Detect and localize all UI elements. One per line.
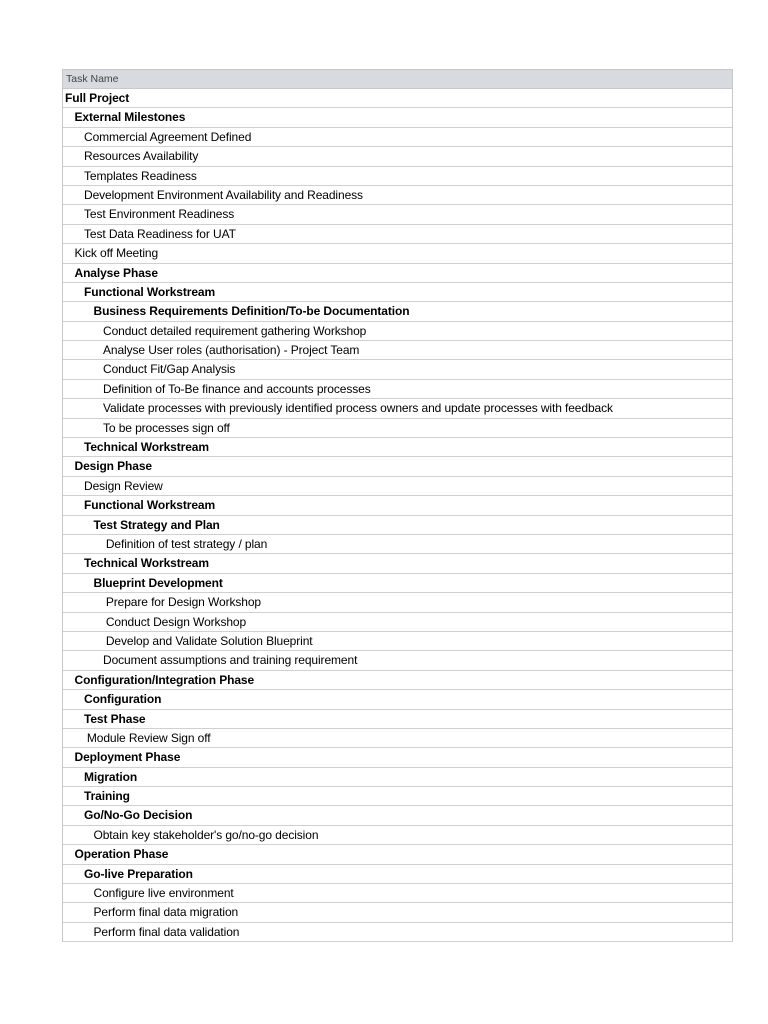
- task-row[interactable]: Perform final data validation: [63, 923, 732, 942]
- task-row[interactable]: Deployment Phase: [63, 748, 732, 767]
- task-row[interactable]: Business Requirements Definition/To-be Documentation: [63, 302, 732, 321]
- task-row[interactable]: Commercial Agreement Defined: [63, 128, 732, 147]
- task-row[interactable]: Kick off Meeting: [63, 244, 732, 263]
- task-row[interactable]: Migration: [63, 768, 732, 787]
- task-row[interactable]: Development Environment Availability and Readiness: [63, 186, 732, 205]
- task-row[interactable]: Definition of To-Be finance and accounts processes: [63, 380, 732, 399]
- task-table: [62, 69, 733, 942]
- task-row[interactable]: Design Review: [63, 477, 732, 496]
- task-row[interactable]: Test Environment Readiness: [63, 205, 732, 224]
- task-row[interactable]: Technical Workstream: [63, 554, 732, 573]
- task-row[interactable]: Configuration: [63, 690, 732, 709]
- task-row[interactable]: Go/No-Go Decision: [63, 806, 732, 825]
- task-row[interactable]: Document assumptions and training requirement: [63, 651, 732, 670]
- task-row[interactable]: Go-live Preparation: [63, 865, 732, 884]
- column-header-task-name: Task Name: [63, 70, 732, 89]
- task-row[interactable]: Resources Availability: [63, 147, 732, 166]
- task-row[interactable]: Training: [63, 787, 732, 806]
- task-row[interactable]: Conduct Design Workshop: [63, 613, 732, 632]
- task-row[interactable]: Validate processes with previously identified process owners and update processes with feedback: [63, 399, 732, 418]
- task-row[interactable]: Definition of test strategy / plan: [63, 535, 732, 554]
- task-row[interactable]: Operation Phase: [63, 845, 732, 864]
- task-row[interactable]: Analyse Phase: [63, 264, 732, 283]
- task-row[interactable]: Obtain key stakeholder's go/no-go decision: [63, 826, 732, 845]
- task-row[interactable]: Test Strategy and Plan: [63, 516, 732, 535]
- task-row[interactable]: Test Data Readiness for UAT: [63, 225, 732, 244]
- task-row[interactable]: Conduct Fit/Gap Analysis: [63, 360, 732, 379]
- task-row[interactable]: Design Phase: [63, 457, 732, 476]
- task-row[interactable]: Conduct detailed requirement gathering Workshop: [63, 322, 732, 341]
- task-row[interactable]: Module Review Sign off: [63, 729, 732, 748]
- task-row[interactable]: Configure live environment: [63, 884, 732, 903]
- task-row[interactable]: Prepare for Design Workshop: [63, 593, 732, 612]
- task-row[interactable]: Functional Workstream: [63, 283, 732, 302]
- task-row[interactable]: Test Phase: [63, 710, 732, 729]
- task-row[interactable]: Develop and Validate Solution Blueprint: [63, 632, 732, 651]
- task-row[interactable]: Perform final data migration: [63, 903, 732, 922]
- task-row[interactable]: Templates Readiness: [63, 167, 732, 186]
- task-rows: [63, 89, 732, 942]
- task-row[interactable]: Analyse User roles (authorisation) - Project Team: [63, 341, 732, 360]
- task-row[interactable]: Technical Workstream: [63, 438, 732, 457]
- task-row[interactable]: Full Project: [63, 89, 732, 108]
- task-row[interactable]: External Milestones: [63, 108, 732, 127]
- task-row[interactable]: Blueprint Development: [63, 574, 732, 593]
- task-row[interactable]: Functional Workstream: [63, 496, 732, 515]
- task-row[interactable]: Configuration/Integration Phase: [63, 671, 732, 690]
- task-row[interactable]: To be processes sign off: [63, 419, 732, 438]
